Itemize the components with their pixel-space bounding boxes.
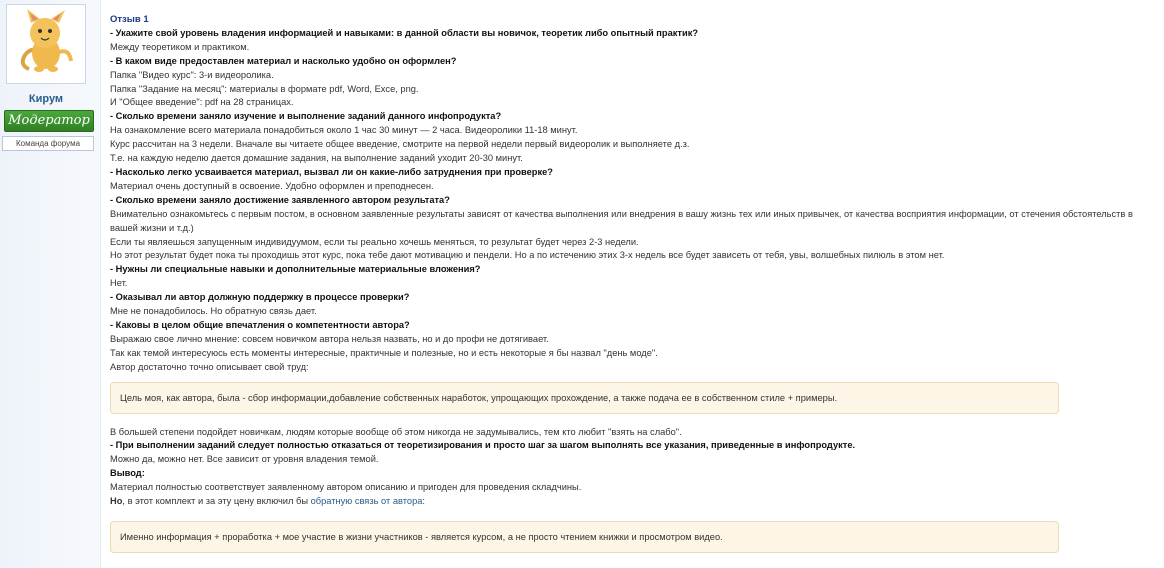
author-quote-1 bbox=[110, 382, 1059, 414]
review-question: Вывод: bbox=[110, 468, 145, 479]
review-answer-line: Так как темой интересуюсь есть моменты интересные, практичные и полезные, но и есть некоторые я бы назвал "день моде". bbox=[110, 347, 658, 358]
review-answer-line: Автор достаточно точно описывает свой труд: bbox=[110, 361, 309, 372]
review-answer-line: Между теоретиком и практиком. bbox=[110, 41, 250, 52]
review-answer-line: Мне не понадобилось. Но обратную связь дает. bbox=[110, 306, 317, 317]
review-title: Отзыв 1 bbox=[110, 14, 149, 25]
final-remark-bold: Но bbox=[110, 496, 123, 507]
user-avatar[interactable] bbox=[6, 4, 86, 84]
review-answer-line: Внимательно ознакомьтесь с первым постом, в основном заявленные результаты зависят от качества выполнения или внедрения в вашу жизнь тех или иных привычек, от качества восприятия информации, от стечения обстоятельств в вашей жизни и т.д.) bbox=[110, 208, 1133, 233]
review-answer-line: Папка "Задание на месяц": материалы в формате pdf, Word, Exce, png. bbox=[110, 83, 419, 94]
review-question: - При выполнении заданий следует полностью отказаться от теоретизирования и просто шаг за шагом выполнять все указания, приведенные в инфопродукте. bbox=[110, 440, 856, 451]
review-question: - Оказывал ли автор должную поддержку в процессе проверки? bbox=[110, 292, 410, 303]
review-answer-line: Если ты являешься запущенным индивидуумом, если ты реально хочешь меняться, то результат будет через 2-3 недели. bbox=[110, 236, 639, 247]
moderator-badge: Модератор bbox=[4, 110, 94, 132]
review-answer-line: Но этот результат будет пока ты проходишь этот курс, пока тебе дают мотивацию и пендели. Но а по истечению этих 3-х недель все будет зависеть от тебя, увы, волшебных пилюль в этом нет. bbox=[110, 250, 945, 261]
quote-2-text: Именно информация + проработка + мое участие в жизни участников - является курсом, а не просто чтением книжки и просмотром видео. bbox=[120, 532, 723, 542]
review-answer-line: На ознакомление всего материала понадобиться около 1 час 30 минут — 2 часа. Видеоролики 11-18 минут. bbox=[110, 125, 578, 136]
forum-team-tag: Команда форума bbox=[2, 136, 94, 151]
review-answer-line: Папка "Видео курс": 3-и видеоролика. bbox=[110, 69, 274, 80]
review-answer-line: Выражаю свое лично мнение: совсем новичком автора нельзя назвать, но и до профи не дотягивает. bbox=[110, 333, 549, 344]
review-question: - Сколько времени заняло достижение заявленного автором результата? bbox=[110, 194, 450, 205]
final-remark-end: : bbox=[422, 496, 425, 507]
username-link[interactable]: Кирум bbox=[28, 93, 64, 105]
review-answer-line: Т.е. на каждую неделю дается домашние задания, на выполнение заданий уходит 20-30 минут. bbox=[110, 153, 523, 164]
review-answer-line: Нет. bbox=[110, 278, 128, 289]
author-quote-2 bbox=[110, 521, 1059, 553]
review-question: - Укажите свой уровень владения информацией и навыками: в данной области вы новичок, теоретик либо опытный практик? bbox=[110, 27, 699, 38]
review-post bbox=[110, 13, 1160, 553]
review-answer-line: Можно да, можно нет. Все зависит от уровня владения темой. bbox=[110, 454, 379, 465]
review-body-after-quote bbox=[110, 426, 1160, 496]
review-answer-line: В большей степени подойдет новичкам, людям которые вообще об этом никогда не задумывались, тем кто любит "взять на слабо". bbox=[110, 426, 682, 437]
user-sidebar bbox=[0, 0, 101, 568]
quote-1-text: Цель моя, как автора, была - сбор информации,добавление собственных наработок, упрощающих прохождение, а также подача ее в собственном стиле + примеры. bbox=[120, 392, 838, 403]
review-question: - Каковы в целом общие впечатления о компетентности автора? bbox=[110, 319, 410, 330]
review-question: - В каком виде предоставлен материал и насколько удобно он оформлен? bbox=[110, 55, 457, 66]
cartoon-cat-avatar-icon bbox=[9, 7, 83, 81]
final-remark bbox=[110, 495, 1160, 509]
review-question: - Сколько времени заняло изучение и выполнение заданий данного инфопродукта? bbox=[110, 111, 502, 122]
review-answer-line: Материал полностью соответствует заявленному автором описанию и пригоден для проведения складчины. bbox=[110, 482, 582, 493]
review-question: - Нужны ли специальные навыки и дополнительные материальные вложения? bbox=[110, 264, 481, 275]
feedback-link[interactable]: обратную связь от автора bbox=[310, 496, 423, 507]
review-answer-line: И "Общее введение": pdf на 28 страницах. bbox=[110, 97, 294, 108]
review-question: - Насколько легко усваивается материал, вызвал ли он какие-либо затруднения при проверке? bbox=[110, 166, 553, 177]
review-answer-line: Материал очень доступный в освоение. Удобно оформлен и преподнесен. bbox=[110, 180, 434, 191]
review-answer-line: Курс рассчитан на 3 недели. Вначале вы читаете общее введение, смотрите на первой недели первый видеоролик и выполняете д.з. bbox=[110, 139, 690, 150]
review-body-before-quote bbox=[110, 27, 1160, 375]
final-remark-text: , в этот комплект и за эту цену включил бы bbox=[122, 496, 311, 507]
